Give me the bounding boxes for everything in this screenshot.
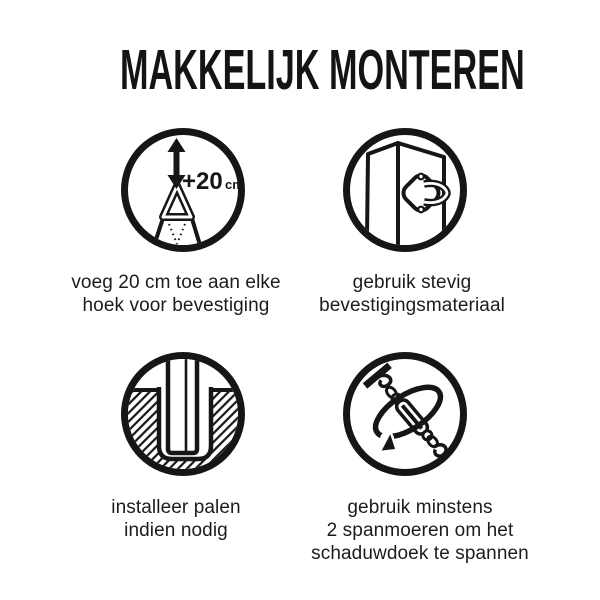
caption-line: schaduwdoek te spannen — [311, 543, 529, 564]
plus-20-label: +20 — [182, 168, 223, 195]
pole — [168, 349, 197, 453]
page-title: MAKKELIJK MONTEREN — [120, 38, 525, 102]
screw-hole-top — [418, 174, 424, 180]
caption-line: 2 spanmoeren om het — [326, 520, 514, 541]
caption-line: indien nodig — [124, 520, 228, 541]
caption-line: bevestigingsmateriaal — [319, 295, 505, 316]
caption-line: installeer palen — [111, 497, 241, 518]
caption-line: hoek voor bevestiging — [82, 295, 270, 316]
post-left-face — [367, 143, 398, 249]
wall-pad-eye-mount-icon — [340, 125, 470, 255]
pole-in-ground-icon — [118, 349, 248, 479]
caption-line: voeg 20 cm toe aan elke — [71, 272, 281, 293]
caption-line: gebruik minstens — [347, 497, 493, 518]
caption-turnbuckles — [285, 496, 555, 565]
cm-label: cm — [225, 177, 244, 192]
screw-hole-bottom — [418, 207, 424, 213]
caption-sturdy-mount — [292, 271, 532, 317]
caption-line: gebruik stevig — [352, 272, 472, 293]
height-arrow-sail-corner-icon — [118, 125, 248, 255]
caption-add-20cm — [21, 271, 331, 317]
turnbuckle-tension-icon — [340, 349, 470, 479]
